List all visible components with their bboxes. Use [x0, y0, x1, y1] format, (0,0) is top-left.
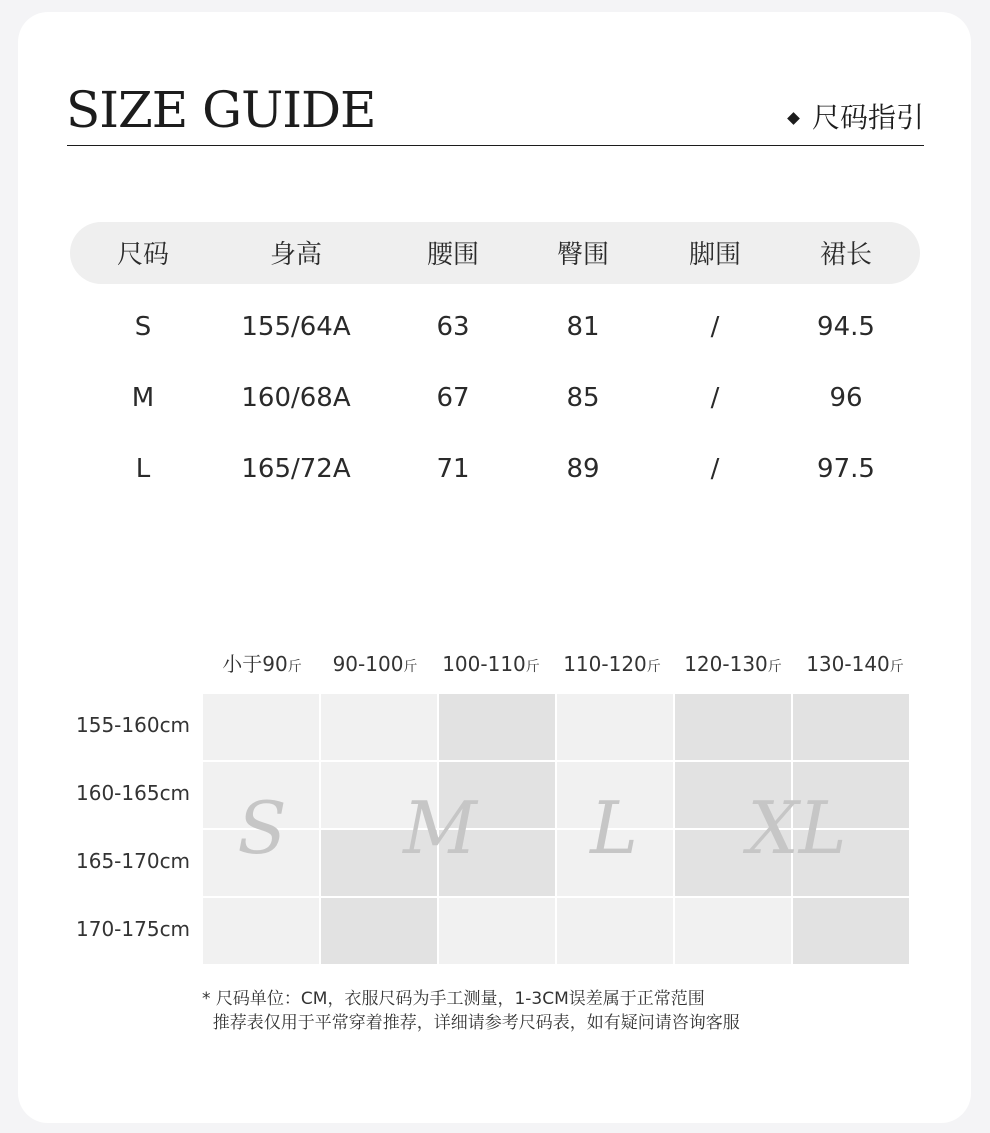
grid-cell: [321, 898, 437, 964]
table-cell: /: [710, 383, 720, 413]
weight-header: 90-100斤: [332, 652, 418, 676]
note-line: 推荐表仅用于平常穿着推荐，详细请参考尺码表，如有疑问请咨询客服: [202, 1013, 740, 1033]
table-cell: /: [710, 454, 720, 484]
weight-header: 110-120斤: [563, 652, 661, 676]
height-label: 160-165cm: [76, 781, 191, 805]
grid-cell: [675, 898, 791, 964]
size-watermark-xl: XL: [747, 786, 847, 870]
header-divider: [67, 145, 924, 146]
table-cell: /: [710, 312, 720, 342]
grid-cell: [557, 898, 673, 964]
grid-cell: [203, 694, 319, 760]
note-line: * 尺码单位：CM，衣服尺码为手工测量，1-3CM误差属于正常范围: [202, 989, 705, 1009]
table-cell: 71: [436, 454, 470, 484]
column-header-waist: 腰围: [426, 240, 480, 270]
table-cell: 81: [566, 312, 600, 342]
grid-cell: [675, 694, 791, 760]
size-table-header: [70, 222, 920, 284]
diamond-icon: [787, 112, 800, 125]
table-cell: 63: [436, 312, 470, 342]
grid-cell: [439, 694, 555, 760]
height-label: 170-175cm: [76, 917, 191, 941]
page-subtitle-text: 尺码指引: [811, 101, 924, 134]
column-header-height: 身高: [269, 240, 323, 270]
table-cell: 155/64A: [241, 312, 351, 342]
grid-cell: [439, 898, 555, 964]
grid-cell: [557, 694, 673, 760]
grid-cell: [793, 694, 909, 760]
size-watermark-m: M: [403, 786, 477, 870]
grid-cell: [203, 898, 319, 964]
grid-cell: [321, 694, 437, 760]
table-cell: 67: [436, 383, 470, 413]
table-cell: 94.5: [817, 312, 875, 342]
weight-header: 130-140斤: [806, 652, 904, 676]
column-header-hip: 臀围: [556, 240, 610, 270]
weight-header: 小于90斤: [222, 652, 302, 676]
column-header-length: 裙长: [819, 240, 873, 270]
table-cell: 85: [566, 383, 600, 413]
weight-header: 100-110斤: [442, 652, 540, 676]
table-cell: 96: [829, 383, 863, 413]
table-cell: 89: [566, 454, 600, 484]
column-header-size: 尺码: [116, 240, 170, 270]
table-cell: 165/72A: [241, 454, 351, 484]
table-cell: S: [134, 312, 152, 342]
grid-cell: [793, 898, 909, 964]
column-header-hem: 脚围: [688, 240, 742, 270]
table-cell: L: [135, 454, 151, 484]
size-watermark-s: S: [237, 786, 287, 870]
table-cell: M: [131, 383, 155, 413]
table-cell: 97.5: [817, 454, 875, 484]
height-label: 165-170cm: [76, 849, 191, 873]
weight-header: 120-130斤: [684, 652, 782, 676]
height-label: 155-160cm: [76, 713, 191, 737]
table-cell: 160/68A: [241, 383, 351, 413]
page-title: SIZE GUIDE: [66, 81, 376, 139]
page-subtitle: [789, 98, 924, 138]
size-watermark-l: L: [590, 786, 638, 870]
